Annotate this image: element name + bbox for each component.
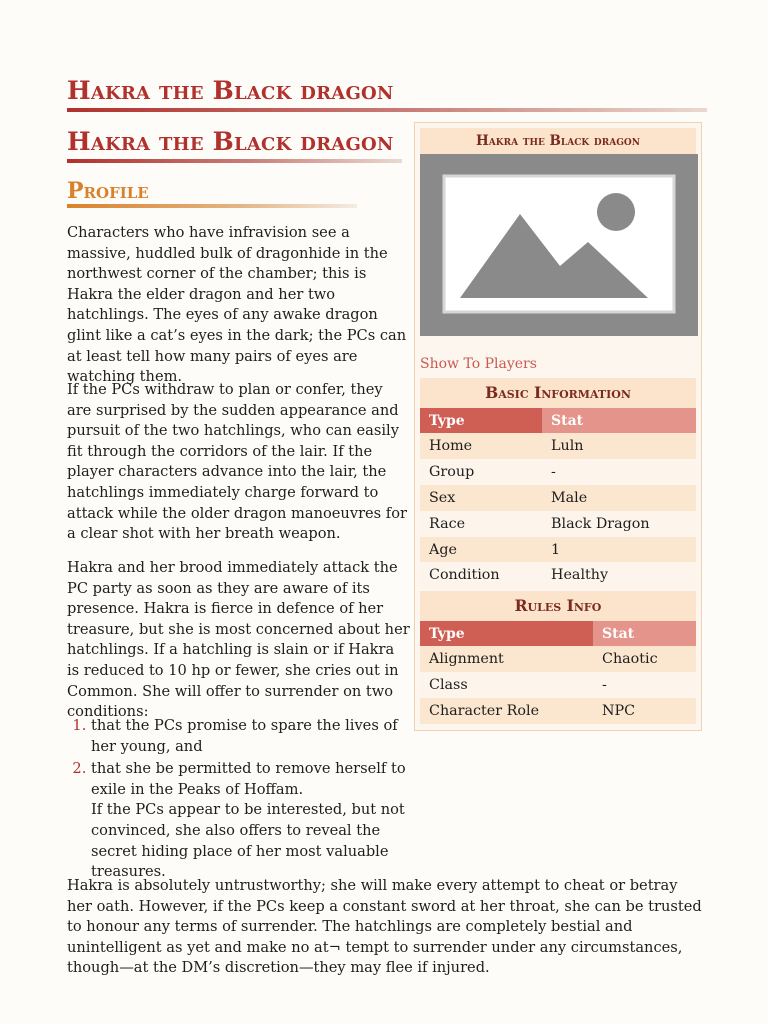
paragraph-3: Hakra and her brood immediately attack the PC party as soon as they are aware of its presence. Hakra is fierce in defence of her treasure, but she is most concerned about her hatchlings. If a hatchling is slain or if Hakra is reduced to 10 hp or fewer, she cries out in Common. She will offer to surrender on two conditions: [67,559,410,721]
paragraph-1: Characters who have infravision see a massive, huddled bulk of dragonhide in the northwest corner of the chamber; this is Hakra the elder dragon and her two hatchlings. The eyes of any awake dragon glint like a cat’s eyes in the dark; the PCs can at least tell how many pairs of eyes are watching them. [67,224,407,386]
list-item: 2. that she be permitted to remove herself to exile in the Peaks of Hoffam. If the PCs appear to be interested, but not convinced, she also offers to reveal the secret hiding place of her most valuable treasures. [91,759,410,883]
column-header-stat: Stat [593,621,696,646]
column-header-type: Type [420,408,542,433]
table-row: Alignment Chaotic [420,646,696,672]
infobox-title: Hakra the Black dragon [420,128,696,154]
rules-info-heading: Rules Info [420,591,696,621]
basic-information-heading: Basic Information [420,378,696,408]
closing-paragraph: Hakra is absolutely untrustworthy; she will make every attempt to cheat or betray her oath. However, if the PCs keep a constant sword at her throat, she can be trusted to honour any terms of surrender. The hatchlings are completely bestial and unintelligent as yet and make no at¬ tempt to surrender under any circumstances, though—at the DM’s discretion—they may flee if injured. [67,877,702,977]
character-portrait [420,154,698,336]
table-row: Sex Male [420,485,696,511]
table-row: Character Role NPC [420,698,696,724]
page-title: Hakra the Black dragon [67,76,394,105]
paragraph-2: If the PCs withdraw to plan or confer, they are surprised by the sudden appearance and pursuit of the two hatchlings, who can easily fit through the corridors of the lair. If the player characters advance into the lair, the hatchlings immediately charge forward to attack while the older dragon manoeuvres for a clear shot with her breath weapon. [67,381,407,543]
table-header-row [420,621,696,646]
table-row: Age 1 [420,537,696,563]
table-row: Race Black Dragon [420,511,696,537]
table-header-row [420,408,696,433]
list-item: 1. that the PCs promise to spare the lives of her young, and [91,716,410,757]
conditions-note: If the PCs appear to be interested, but not convinced, she also offers to reveal the secret hiding place of her most valuable treasures. [91,801,405,881]
page-title-rule [67,108,707,112]
section-title: Hakra the Black dragon [67,127,394,156]
surrender-conditions-list [67,716,410,885]
table-row: Home Luln [420,433,696,459]
table-row: Class - [420,672,696,698]
character-infobox [414,122,702,731]
profile-heading: Profile [67,178,149,204]
show-to-players-link[interactable]: Show To Players [420,356,537,372]
column-header-type: Type [420,621,593,646]
table-row: Condition Healthy [420,562,696,588]
section-title-rule [67,159,402,163]
table-row: Group - [420,459,696,485]
image-placeholder-icon [420,154,698,336]
rules-info-table [420,621,696,724]
profile-rule [67,204,357,208]
column-header-stat: Stat [542,408,696,433]
basic-information-table [420,408,696,588]
